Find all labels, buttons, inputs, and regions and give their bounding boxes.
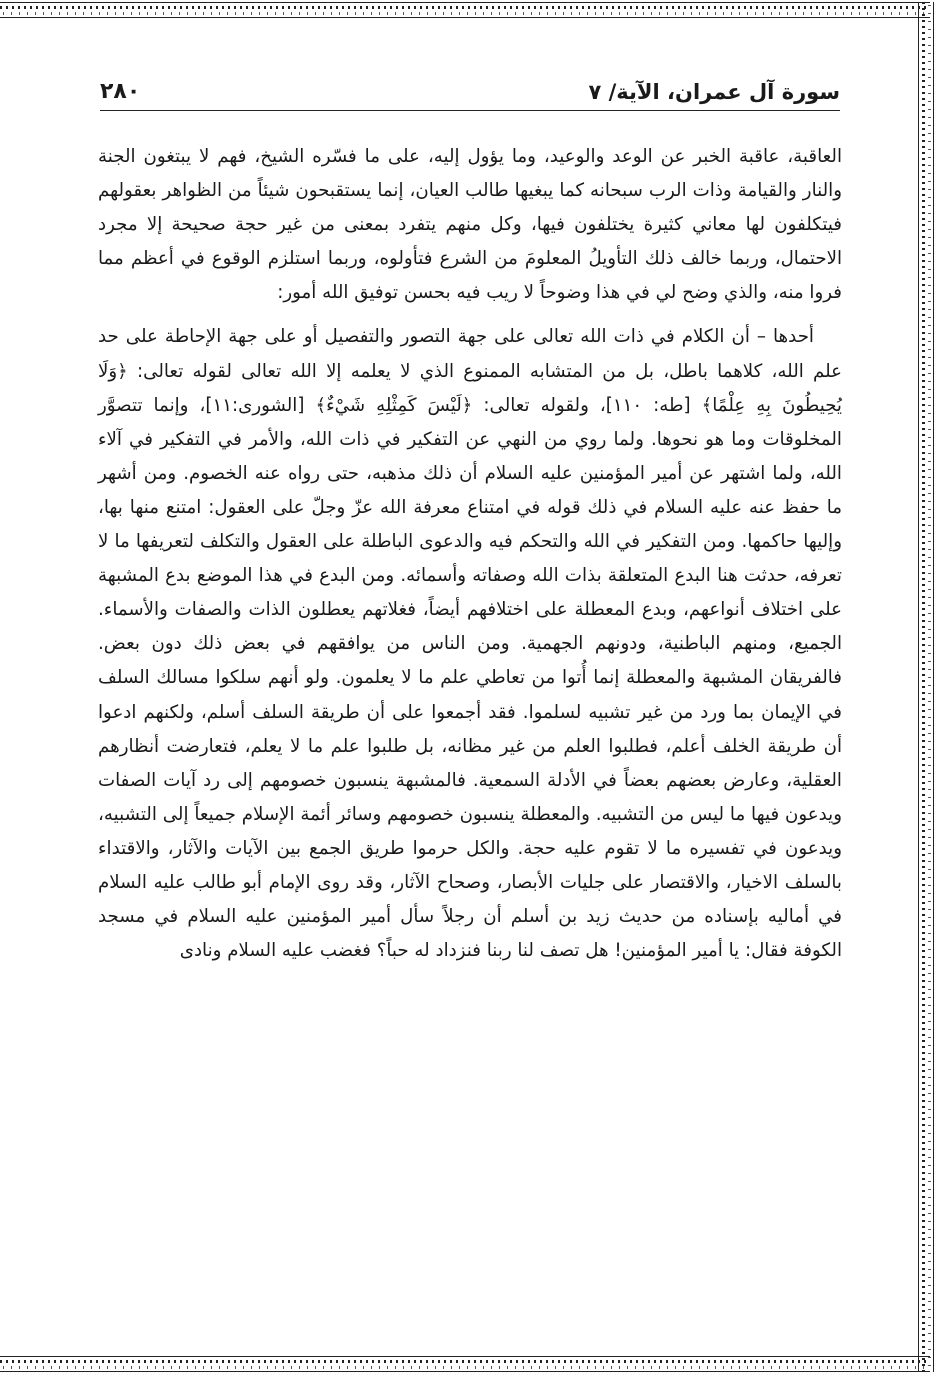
page-number: ٢٨٠ xyxy=(100,79,141,104)
border-top xyxy=(0,2,930,18)
border-bottom xyxy=(0,1356,930,1372)
border-right xyxy=(918,2,934,1372)
body-text xyxy=(98,140,842,968)
paragraph-1: العاقبة، عاقبة الخبر عن الوعد والوعيد، وما يؤول إليه، على ما فسّره الشيخ، فهم لا يبتغون الجنة والنار والقيامة وذات الرب سبحانه كما يبغيها طالب العيان، إنما يستقبحون شيئاً من الظواهر بعقولهم فيتكلفون لها معاني كثيرة يختلفون فيها، وكل منهم يتفرد بمعنى من غير حجة صحيحة إلا مجرد الاحتمال، وربما خالف ذلك التأويلُ المعلومَ من الشرع فتأولوه، وربما استلزم الوقوع في أعظم مما فروا منه، والذي وضح لي في هذا وضوحاً لا ريب فيه بحسن توفيق الله أمور: xyxy=(98,146,842,304)
paragraph-2: أحدها – أن الكلام في ذات الله تعالى على جهة التصور والتفصيل أو على جهة الإحاطة على حد علم الله، كلاهما باطل، بل من المتشابه الممنوع الذي لا يعلمه إلا الله تعالى لقوله تعالى: ﴿وَلَا يُحِيطُونَ بِهِ عِلْمًا﴾ [طه: ١١٠]، ولقوله تعالى: ﴿لَيْسَ كَمِثْلِهِ شَيْءٌ﴾ [الشورى:١١]، وإنما تتصوَّر المخلوقات وما هو نحوها. ولما روي من النهي عن التفكير في ذات الله، والأمر في التفكير في آلاء الله، ولما اشتهر عن أمير المؤمنين عليه السلام أن ذلك مذهبه، حتى رواه عنه الخصوم. ومن أشهر ما حفظ عنه عليه السلام في ذلك قوله في امتناع معرفة الله عزّ وجلّ على العقول: امتنع منها بها، وإليها حاكمها. ومن التفكير في الله والتحكم فيه والدعوى الباطلة على العقول والتكلف لتعريفها ما لا تعرفه، حدثت هنا البدع المتعلقة بذات الله وصفاته وأسمائه. ومن البدع في هذا الموضع بدع المشبهة على اختلاف أنواعهم، وبدع المعطلة على اختلافهم أيضاً، فغلاتهم يعطلون الذات والصفات والأسماء. الجميع، ومنهم الباطنية، ودونهم الجهمية. ومن الناس من يوافقهم في بعض ذلك دون بعض. فالفريقان المشبهة والمعطلة إنما أُتوا من تعاطي علم ما لا يعلمون. ولو أنهم سلكوا مسالك السلف في الإيمان بما ورد من غير تشبيه لسلموا. فقد أجمعوا على أن طريقة السلف أسلم، ولكنهم ادعوا أن طريقة الخلف أعلم، فطلبوا العلم من غير مظانه، بل طلبوا علم ما لا يعلم، فتعارضت أنظارهم العقلية، وعارض بعضهم بعضاً في الأدلة السمعية. فالمشبهة ينسبون خصومهم إلى رد آيات الصفات ويدعون فيها ما ليس من التشبيه. والمعطلة ينسبون خصومهم وسائر أئمة الإسلام جميعاً إلى التشبيه، ويدعون في تفسيره ما لا تقوم عليه حجة. والكل حرموا طريق الجمع بين الآيات والآثار، والاقتداء بالسلف الاخيار، والاقتصار على جليات الأبصار، وصحاح الآثار، وقد روى الإمام أبو طالب عليه السلام في أماليه بإسناده من حديث زيد بن أسلم أن رجلاً سأل أمير المؤمنين عليه السلام في مسجد الكوفة فقال: يا أمير المؤمنين! هل تصف لنا ربنا فنزداد له حباً؟ فغضب عليه السلام ونادى xyxy=(98,326,842,962)
running-title: سورة آل عمران، الآية/ ٧ xyxy=(588,80,840,104)
page-header xyxy=(100,70,840,111)
